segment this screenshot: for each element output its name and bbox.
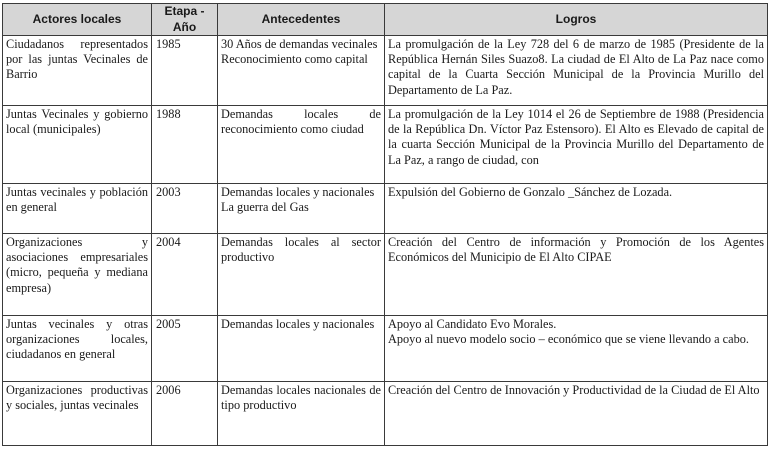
- antecedente-line: 30 Años de demandas vecinales: [221, 37, 378, 51]
- table-header-row: [3, 4, 768, 36]
- cell-logros: Creación del Centro de Innovación y Productividad de la Ciudad de El Alto: [385, 382, 768, 446]
- header-actores: Actores locales: [3, 4, 152, 36]
- table-row: [3, 316, 768, 382]
- table-row: [3, 382, 768, 446]
- cell-actores: Juntas vecinales y otras organizaciones locales, ciudadanos en general: [3, 316, 152, 382]
- logro-line: Apoyo al Candidato Evo Morales.: [388, 317, 557, 331]
- cell-logros: Creación del Centro de información y Promoción de los Agentes Económicos del Municipio de El Alto CIPAE: [385, 234, 768, 316]
- cell-antecedentes: Demandas locales y nacionales: [218, 316, 385, 382]
- cell-year: 2005: [152, 316, 218, 382]
- cell-actores: Juntas Vecinales y gobierno local (municipales): [3, 106, 152, 184]
- header-etapa-line1: Etapa -: [164, 4, 205, 19]
- cell-antecedentes: Demandas locales nacionales de tipo productivo: [218, 382, 385, 446]
- table-row: [3, 234, 768, 316]
- antecedente-line: La guerra del Gas: [221, 200, 309, 215]
- table-row: [3, 36, 768, 106]
- cell-logros: Expulsión del Gobierno de Gonzalo _Sánchez de Lozada.: [385, 184, 768, 234]
- header-etapa: [152, 4, 218, 36]
- header-antecedentes: Antecedentes: [218, 4, 385, 36]
- cell-year: 1988: [152, 106, 218, 184]
- cell-logros: La promulgación de la Ley 728 del 6 de marzo de 1985 (Presidente de la República Hernán Siles Suazo8. La ciudad de El Alto de La Paz nace como capital de la Cuarta Sección Municipal de la Provincia Murillo del Departamento de La Paz.: [385, 36, 768, 106]
- actors-table: [2, 3, 768, 446]
- header-etapa-line2: Año: [172, 19, 197, 34]
- cell-actores: Organizaciones productivas y sociales, juntas vecinales: [3, 382, 152, 446]
- antecedente-line: Demandas locales y nacionales: [221, 185, 375, 199]
- cell-logros: [385, 316, 768, 382]
- table-row: [3, 106, 768, 184]
- cell-logros: La promulgación de la Ley 1014 el 26 de Septiembre de 1988 (Presidencia de la República Dn. Víctor Paz Estensoro). El Alto es Elevado de capital de la cuarta Sección Municipal de la Provincia Murillo del Departamento de La Paz, a rango de ciudad, con: [385, 106, 768, 184]
- header-logros: Logros: [385, 4, 768, 36]
- cell-actores: Ciudadanos representados por las juntas Vecinales de Barrio: [3, 36, 152, 106]
- logro-line: Apoyo al nuevo modelo socio – económico que se viene llevando a cabo.: [388, 332, 749, 347]
- cell-year: 2003: [152, 184, 218, 234]
- cell-year: 2006: [152, 382, 218, 446]
- cell-antecedentes: Demandas locales al sector productivo: [218, 234, 385, 316]
- cell-antecedentes: [218, 184, 385, 234]
- cell-antecedentes: [218, 36, 385, 106]
- table-row: [3, 184, 768, 234]
- antecedente-line: Reconocimiento como capital: [221, 52, 368, 67]
- cell-actores: Organizaciones y asociaciones empresariales (micro, pequeña y mediana empresa): [3, 234, 152, 316]
- cell-year: 2004: [152, 234, 218, 316]
- cell-year: 1985: [152, 36, 218, 106]
- cell-antecedentes: Demandas locales de reconocimiento como ciudad: [218, 106, 385, 184]
- cell-actores: Juntas vecinales y población en general: [3, 184, 152, 234]
